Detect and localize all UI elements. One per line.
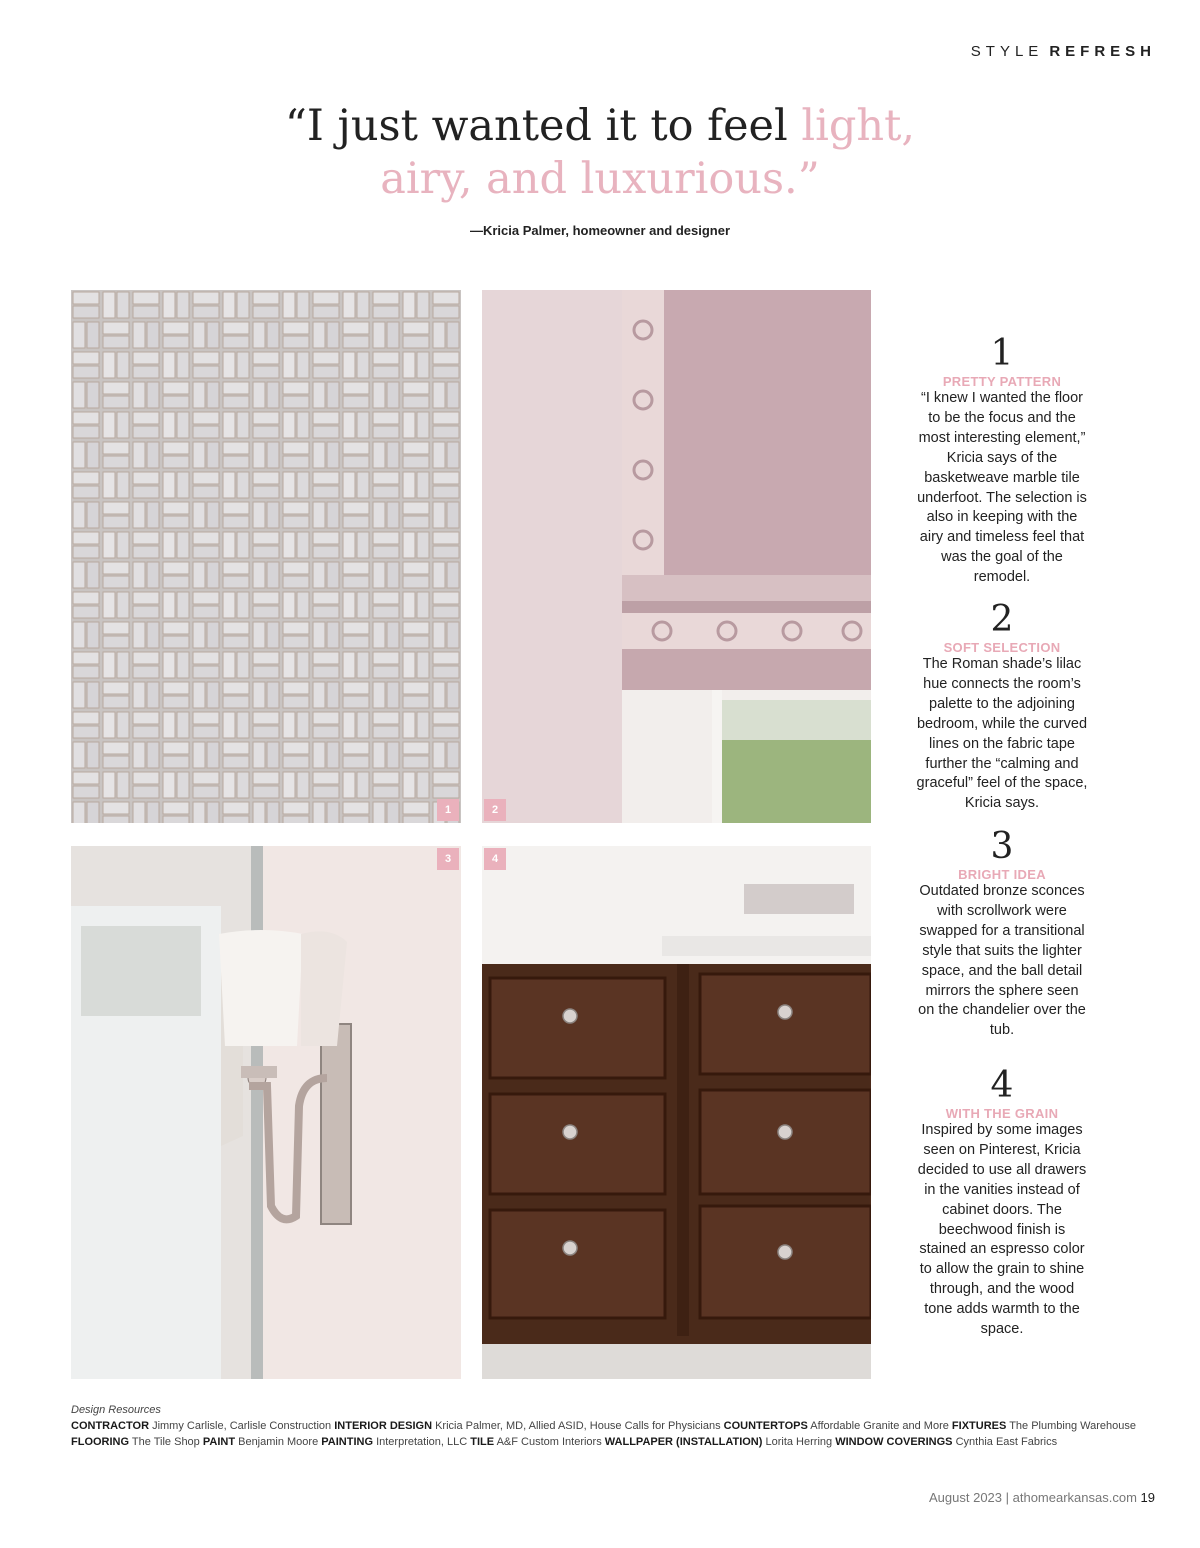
photo-vanity (482, 846, 871, 1379)
resource-label: TILE (470, 1436, 495, 1448)
tip-title: BRIGHT IDEA (958, 867, 1046, 882)
tip-number: 2 (990, 599, 1014, 640)
photo-number-badge: 1 (437, 799, 459, 821)
resource-value: Kricia Palmer, MD, Allied ASID, House Calls for Physicians (435, 1420, 721, 1432)
design-resources-title: Design Resources (71, 1404, 161, 1416)
tip-body: Outdated bronze sconces with scrollwork were swapped for a transitional style that suits the lighter space, and the ball detail mirrors the sphere seen on the chandelier over the tub. (918, 883, 1086, 1039)
resource-label: PAINTING (321, 1436, 374, 1448)
resource-value: Jimmy Carlisle, Carlisle Construction (152, 1420, 332, 1432)
tip-body: The Roman shade’s lilac hue connects the room’s palette to the adjoining bedroom, while the curved lines on the fabric tape further the “calming and graceful” feel of the space, Kricia says. (916, 656, 1088, 812)
quote-attribution: —Kricia Palmer, homeowner and designer (469, 223, 731, 238)
design-resources-list (71, 1418, 1136, 1450)
resource-label: CONTRACTOR (71, 1420, 150, 1432)
resource-value: Lorita Herring (765, 1436, 833, 1448)
tip-title: WITH THE GRAIN (945, 1106, 1059, 1121)
resource-label: WINDOW COVERINGS (835, 1436, 953, 1448)
photo-number-badge: 2 (484, 799, 506, 821)
resource-value: A&F Custom Interiors (496, 1436, 602, 1448)
resource-label: FLOORING (71, 1436, 130, 1448)
pull-quote-part2: light, airy, and luxurious.” (380, 101, 916, 204)
resource-label: INTERIOR DESIGN (334, 1420, 433, 1432)
roman-shade-image (482, 290, 871, 823)
vanity-image (482, 846, 871, 1379)
photo-roman-shade (482, 290, 871, 823)
tip-body: “I knew I wanted the floor to be the focus and the most interesting element,” Kricia says of the basketweave marble tile underfoot. The selection is also in keeping with the airy and timeless feel that was the goal of the remodel. (917, 390, 1087, 586)
tip-2 (916, 599, 1088, 814)
pull-quote-part1: “I just wanted it to feel (284, 101, 802, 151)
tip-1 (916, 333, 1088, 588)
page-number: 19 (1140, 1490, 1155, 1505)
resource-label: FIXTURES (951, 1420, 1007, 1432)
resource-value: The Tile Shop (131, 1436, 200, 1448)
tip-number: 3 (990, 826, 1014, 867)
page-folio (929, 1490, 1155, 1505)
section-header (971, 43, 1156, 60)
design-resources (71, 1402, 1136, 1450)
basketweave-tile-image (71, 290, 461, 823)
photo-number-badge: 4 (484, 848, 506, 870)
resource-label: PAINT (202, 1436, 236, 1448)
resource-value: Affordable Granite and More (810, 1420, 949, 1432)
photo-number-badge: 3 (437, 848, 459, 870)
photo-sconce (71, 846, 461, 1379)
section-header-refresh: REFRESH (1049, 43, 1156, 60)
tip-number: 1 (990, 333, 1014, 374)
resource-label: WALLPAPER (INSTALLATION) (604, 1436, 763, 1448)
tip-3 (916, 826, 1088, 1041)
sconce-image (71, 846, 461, 1379)
resource-label: COUNTERTOPS (723, 1420, 808, 1432)
resource-value: The Plumbing Warehouse (1009, 1420, 1136, 1432)
section-header-style: STYLE (970, 43, 1044, 60)
tip-4 (916, 1065, 1088, 1340)
resource-value: Interpretation, LLC (376, 1436, 468, 1448)
folio-text: August 2023 | athomearkansas.com (929, 1490, 1137, 1505)
tip-title: SOFT SELECTION (943, 640, 1061, 655)
resource-value: Benjamin Moore (238, 1436, 319, 1448)
tip-title: PRETTY PATTERN (942, 374, 1062, 389)
tip-number: 4 (990, 1065, 1014, 1106)
pull-quote (250, 100, 950, 206)
tip-body: Inspired by some images seen on Pinterest, Kricia decided to use all drawers in the vanities instead of cabinet doors. The beechwood finish is stained an espresso color to allow the grain to shine through, and the wood tone adds warmth to the space. (917, 1122, 1087, 1338)
photo-basketweave-tile (71, 290, 461, 823)
resource-value: Cynthia East Fabrics (955, 1436, 1058, 1448)
